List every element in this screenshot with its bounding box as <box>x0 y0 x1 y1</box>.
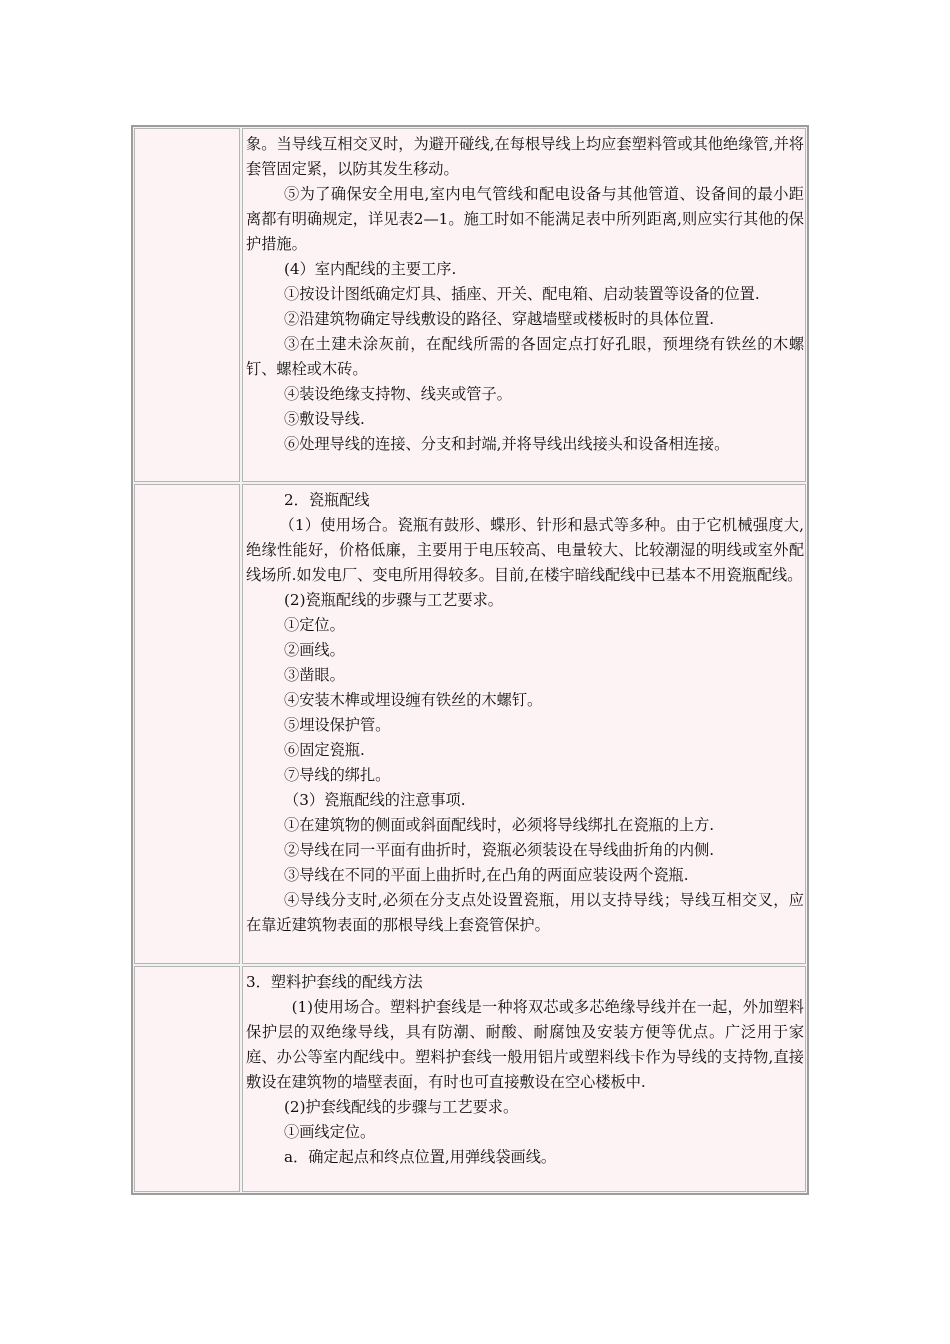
paragraph: ⑦导线的绑扎。 <box>284 766 391 784</box>
paragraph: ④导线分支时,必须在分支点处设置瓷瓶，用以支持导线；导线互相交叉，应在靠近建筑物表面的那根导线上套瓷管保护。 <box>246 891 804 934</box>
paragraph: (4）室内配线的主要工序. <box>284 260 457 278</box>
section-heading: 3．塑料护套线的配线方法 <box>246 973 423 991</box>
paragraph: ①按设计图纸确定灯具、插座、开关、配电箱、启动装置等设备的位置. <box>284 285 760 303</box>
paragraph: 象。当导线互相交叉时，为避开碰线,在每根导线上均应套塑料管或其他绝缘管,并将套管固定紧，以防其发生移动。 <box>246 135 804 178</box>
content-cell <box>242 484 806 964</box>
table-row <box>134 484 806 964</box>
paragraph: ②导线在同一平面有曲折时，瓷瓶必须装设在导线曲折角的内侧. <box>284 841 715 859</box>
paragraph: ⑥固定瓷瓶. <box>284 741 365 759</box>
document-table <box>131 125 809 1195</box>
paragraph: ⑥处理导线的连接、分支和封端,并将导线出线接头和设备相连接。 <box>284 435 730 453</box>
paragraph: ①定位。 <box>284 616 345 634</box>
empty-left-cell <box>134 484 240 964</box>
paragraph: ⑤为了确保安全用电,室内电气管线和配电设备与其他管道、设备间的最小距离都有明确规定，详见表2—1。施工时如不能满足表中所列距离,则应实行其他的保护措施。 <box>246 185 804 253</box>
paragraph: ④安装木榫或埋设缠有铁丝的木螺钉。 <box>284 691 543 709</box>
table-row <box>134 966 806 1192</box>
paragraph: ④装设绝缘支持物、线夹或管子。 <box>284 385 512 403</box>
paragraph: ⑤埋设保护管。 <box>284 716 391 734</box>
empty-left-cell <box>134 128 240 482</box>
paragraph: (1)使用场合。塑料护套线是一种将双芯或多芯绝缘导线并在一起，外加塑料保护层的双绝缘导线，具有防潮、耐酸、耐腐蚀及安装方便等优点。广泛用于家庭、办公等室内配线中。塑料护套线一般用铝片或塑料线卡作为导线的支持物,直接敷设在建筑物的墙壁表面，有时也可直接敷设在空心楼板中. <box>246 998 804 1091</box>
paragraph: ③凿眼。 <box>284 666 345 684</box>
paragraph: ①在建筑物的侧面或斜面配线时，必须将导线绑扎在瓷瓶的上方. <box>284 816 715 834</box>
paragraph: ③导线在不同的平面上曲折时,在凸角的两面应装设两个瓷瓶. <box>284 866 689 884</box>
table-row <box>134 128 806 482</box>
paragraph: ①画线定位。 <box>284 1123 376 1141</box>
content-cell <box>242 966 806 1192</box>
paragraph: （1）使用场合。瓷瓶有鼓形、蝶形、针形和悬式等多种。由于它机械强度大,绝缘性能好，价格低廉，主要用于电压较高、电量较大、比较潮湿的明线或室外配线场所.如发电厂、变电所用得较多。目前,在楼宇暗线配线中已基本不用瓷瓶配线。 <box>246 516 804 584</box>
paragraph: ②沿建筑物确定导线敷设的路径、穿越墙壁或楼板时的具体位置. <box>284 310 715 328</box>
paragraph: ⑤敷设导线. <box>284 410 365 428</box>
paragraph: （3）瓷瓶配线的注意事项. <box>284 791 466 809</box>
content-cell <box>242 128 806 482</box>
paragraph: (2)瓷瓶配线的步骤与工艺要求。 <box>284 591 503 609</box>
paragraph: (2)护套线配线的步骤与工艺要求。 <box>284 1098 519 1116</box>
paragraph: ②画线。 <box>284 641 345 659</box>
paragraph: ③在土建未涂灰前，在配线所需的各固定点打好孔眼，预埋绕有铁丝的木螺钉、螺栓或木砖。 <box>246 335 804 378</box>
empty-left-cell <box>134 966 240 1192</box>
paragraph: a．确定起点和终点位置,用弹线袋画线。 <box>284 1148 557 1166</box>
section-heading: 2．瓷瓶配线 <box>284 491 370 509</box>
